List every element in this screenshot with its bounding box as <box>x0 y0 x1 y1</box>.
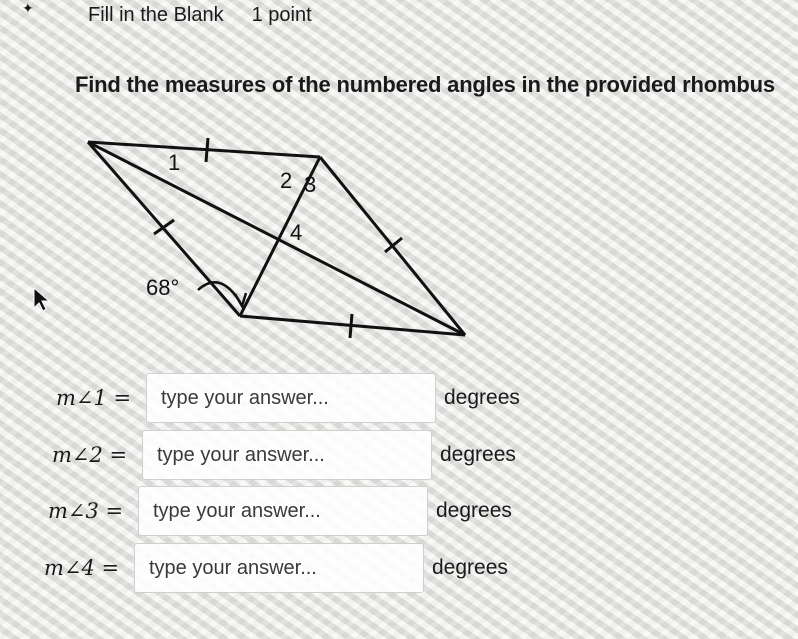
answer-label: m∠3 = <box>48 499 124 523</box>
angle-4-label: 4 <box>290 220 303 245</box>
answer-label: m∠4 = <box>44 556 120 580</box>
rhombus-figure <box>80 130 480 355</box>
angle-3-input[interactable]: type your answer... <box>138 486 428 536</box>
angle-3-label: 3 <box>304 172 317 197</box>
mouse-pointer-icon <box>32 286 52 317</box>
answer-row-2 <box>52 430 516 480</box>
angle-2-input[interactable]: type your answer... <box>142 430 432 480</box>
answer-label: m∠2 = <box>52 443 128 467</box>
answer-label: m∠1 = <box>56 386 132 410</box>
question-header <box>88 4 312 27</box>
angle-1-label: 1 <box>168 150 181 175</box>
given-angle-label: 68° <box>146 275 180 300</box>
answer-row-4 <box>44 543 508 593</box>
question-type: Fill in the Blank <box>88 4 224 26</box>
unit-label: degrees <box>436 499 512 522</box>
collapse-arrow-icon[interactable]: ✦ <box>22 0 34 16</box>
unit-label: degrees <box>432 556 508 579</box>
question-text: Find the measures of the numbered angles in the provided rhombus <box>75 72 775 97</box>
question-points: 1 point <box>251 4 312 26</box>
answer-row-3 <box>48 486 512 536</box>
angle-1-input[interactable]: type your answer... <box>146 373 436 423</box>
rhombus-outline <box>88 138 465 338</box>
angle-4-input[interactable]: type your answer... <box>134 543 424 593</box>
unit-label: degrees <box>444 386 520 409</box>
angle-2-label: 2 <box>280 168 293 193</box>
answer-row-1 <box>56 373 520 423</box>
unit-label: degrees <box>440 443 516 466</box>
